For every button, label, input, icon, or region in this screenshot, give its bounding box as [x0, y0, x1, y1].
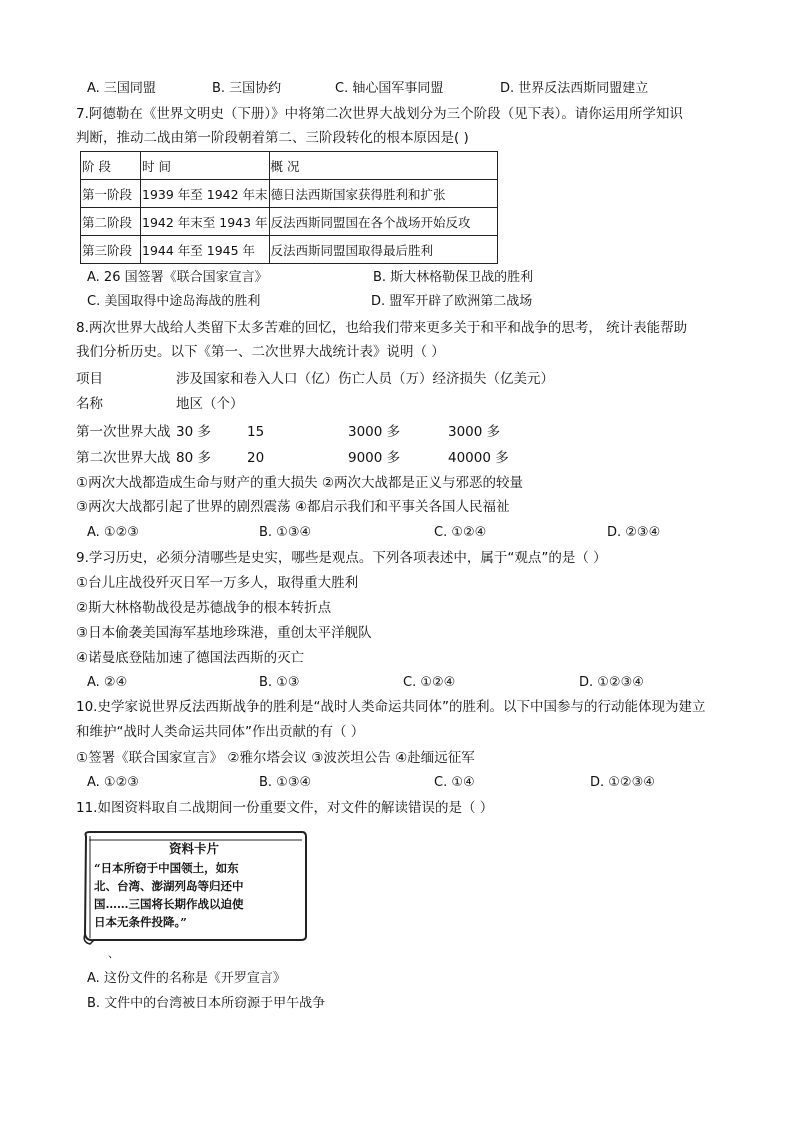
q8-row2-countries: 80 多	[176, 450, 211, 466]
q9-item-2: ②斯大林格勒战役是苏德战争的根本转折点	[76, 600, 332, 616]
q8-header-label-1: 项目	[76, 371, 103, 387]
q8-row2-loss: 40000 多	[448, 450, 509, 466]
q9-item-1: ①台儿庄战役歼灭日军一万多人，取得重大胜利	[76, 575, 359, 591]
q9-option-a: A. ②④	[87, 675, 128, 690]
q8-row2-name: 第二次世界大战	[76, 450, 171, 466]
q6-option-c: C. 轴心国军事同盟	[335, 81, 444, 96]
q9-item-4: ④诺曼底登陆加速了德国法西斯的灭亡	[76, 650, 305, 666]
q8-row1-population: 15	[247, 424, 265, 440]
q8-option-a: A. ①②③	[87, 525, 139, 540]
q9-stem: 9.学习历史，必须分清哪些是史实，哪些是观点。下列各项表述中，属于“观点”的是（ ）	[76, 550, 607, 566]
q6-option-a: A. 三国同盟	[87, 81, 156, 96]
q10-option-d: D. ①②③④	[590, 775, 655, 790]
q7-stem-line2: 判断，推动二战由第一阶段朝着第二、三阶段转化的根本原因是( )	[76, 130, 469, 146]
q8-option-b: B. ①③④	[259, 525, 312, 540]
table-header-cell: 时 间	[141, 152, 270, 180]
q8-header-label-2: 名称	[76, 396, 103, 412]
table-cell: 第二阶段	[81, 208, 141, 236]
card-line-4: 日本无条件投降。”	[94, 915, 187, 929]
card-line-2: 北、台湾、澎湖列岛等归还中	[94, 879, 244, 893]
q10-option-b: B. ①③④	[259, 775, 312, 790]
q9-option-b: B. ①③	[259, 675, 300, 690]
card-line-1: “日本所窃于中国领土，如东	[94, 861, 239, 875]
table-cell: 1944 年至 1945 年	[141, 236, 270, 264]
material-card	[80, 828, 308, 946]
q6-option-d: D. 世界反法西斯同盟建立	[500, 81, 649, 96]
card-title: 资料卡片	[168, 841, 219, 856]
table-row	[81, 180, 498, 208]
q9-option-d: D. ①②③④	[579, 675, 644, 690]
q8-row2-population: 20	[247, 450, 265, 466]
q7-option-a: A. 26 国签署《联合国家宣言》	[87, 270, 268, 285]
q6-option-b: B. 三国协约	[212, 81, 282, 96]
q8-statements-2: ③两次大战都引起了世界的剧烈震荡 ④都启示我们和平事关各国人民福祉	[76, 499, 510, 515]
q8-stem-line1: 8.两次世界大战给人类留下太多苦难的回忆，也给我们带来更多关于和平和战争的思考， 统计表能帮助	[76, 320, 688, 336]
table-cell: 1939 年至 1942 年末	[141, 180, 270, 208]
q8-row1-loss: 3000 多	[448, 424, 501, 440]
q8-header-sub: 地区（个）	[176, 396, 244, 412]
q11-stem: 11.如图资料取自二战期间一份重要文件，对文件的解读错误的是（ ）	[76, 800, 494, 816]
table-header-cell: 概 况	[269, 152, 497, 180]
q8-option-c: C. ①②④	[434, 525, 487, 540]
q8-stem-line2: 我们分析历史。以下《第一、二次世界大战统计表》说明（ ）	[76, 344, 445, 360]
table-row	[81, 236, 498, 264]
table-cell: 第一阶段	[81, 180, 141, 208]
q8-row2-casualties: 9000 多	[348, 450, 401, 466]
table-cell: 德日法西斯国家获得胜利和扩张	[269, 180, 497, 208]
q9-option-c: C. ①②④	[403, 675, 456, 690]
table-header-cell: 阶 段	[81, 152, 141, 180]
q7-stage-table	[80, 151, 498, 264]
q10-items: ①签署《联合国家宣言》 ②雅尔塔会议 ③波茨坦公告 ④赴缅远征军	[76, 750, 475, 766]
table-cell: 第三阶段	[81, 236, 141, 264]
q10-option-a: A. ①②③	[87, 775, 139, 790]
q8-option-d: D. ②③④	[607, 525, 661, 540]
q8-row1-countries: 30 多	[176, 424, 211, 440]
q7-option-c: C. 美国取得中途岛海战的胜利	[87, 294, 261, 309]
q11-option-b: B. 文件中的台湾被日本所窃源于甲午战争	[87, 996, 326, 1011]
table-header-row	[81, 152, 498, 180]
table-cell: 反法西斯同盟国取得最后胜利	[269, 236, 497, 264]
q10-option-c: C. ①④	[434, 775, 475, 790]
table-row	[81, 208, 498, 236]
q8-statements-1: ①两次大战都造成生命与财产的重大损失 ②两次大战都是正义与邪恶的较量	[76, 475, 523, 491]
q7-option-b: B. 斯大林格勒保卫战的胜利	[373, 270, 534, 285]
table-cell: 1942 年末至 1943 年	[141, 208, 270, 236]
q8-header-columns: 涉及国家和卷入人口（亿）伤亡人员（万）经济损失（亿美元）	[176, 371, 554, 387]
q10-stem-line2: 和维护“战时人类命运共同体”作出贡献的有（ ）	[76, 724, 365, 740]
q9-item-3: ③日本偷袭美国海军基地珍珠港，重创太平洋舰队	[76, 625, 372, 641]
q8-row1-name: 第一次世界大战	[76, 424, 171, 440]
card-line-3: 国……三国将长期作战以迫使	[94, 897, 244, 911]
q11-option-a: A. 这份文件的名称是《开罗宣言》	[87, 971, 286, 986]
q7-stem-line1: 7.阿德勒在《世界文明史（下册）》中将第二次世界大战划分为三个阶段（见下表）。请你运用所学知识	[76, 106, 683, 122]
q8-row1-casualties: 3000 多	[348, 424, 401, 440]
q7-option-d: D. 盟军开辟了欧洲第二战场	[371, 294, 533, 309]
q10-stem-line1: 10.史学家说世界反法西斯战争的胜利是“战时人类命运共同体”的胜利。以下中国参与的行动能体现为建立	[76, 699, 706, 715]
table-cell: 反法西斯同盟国在各个战场开始反攻	[269, 208, 497, 236]
stray-mark: 、	[108, 947, 119, 960]
